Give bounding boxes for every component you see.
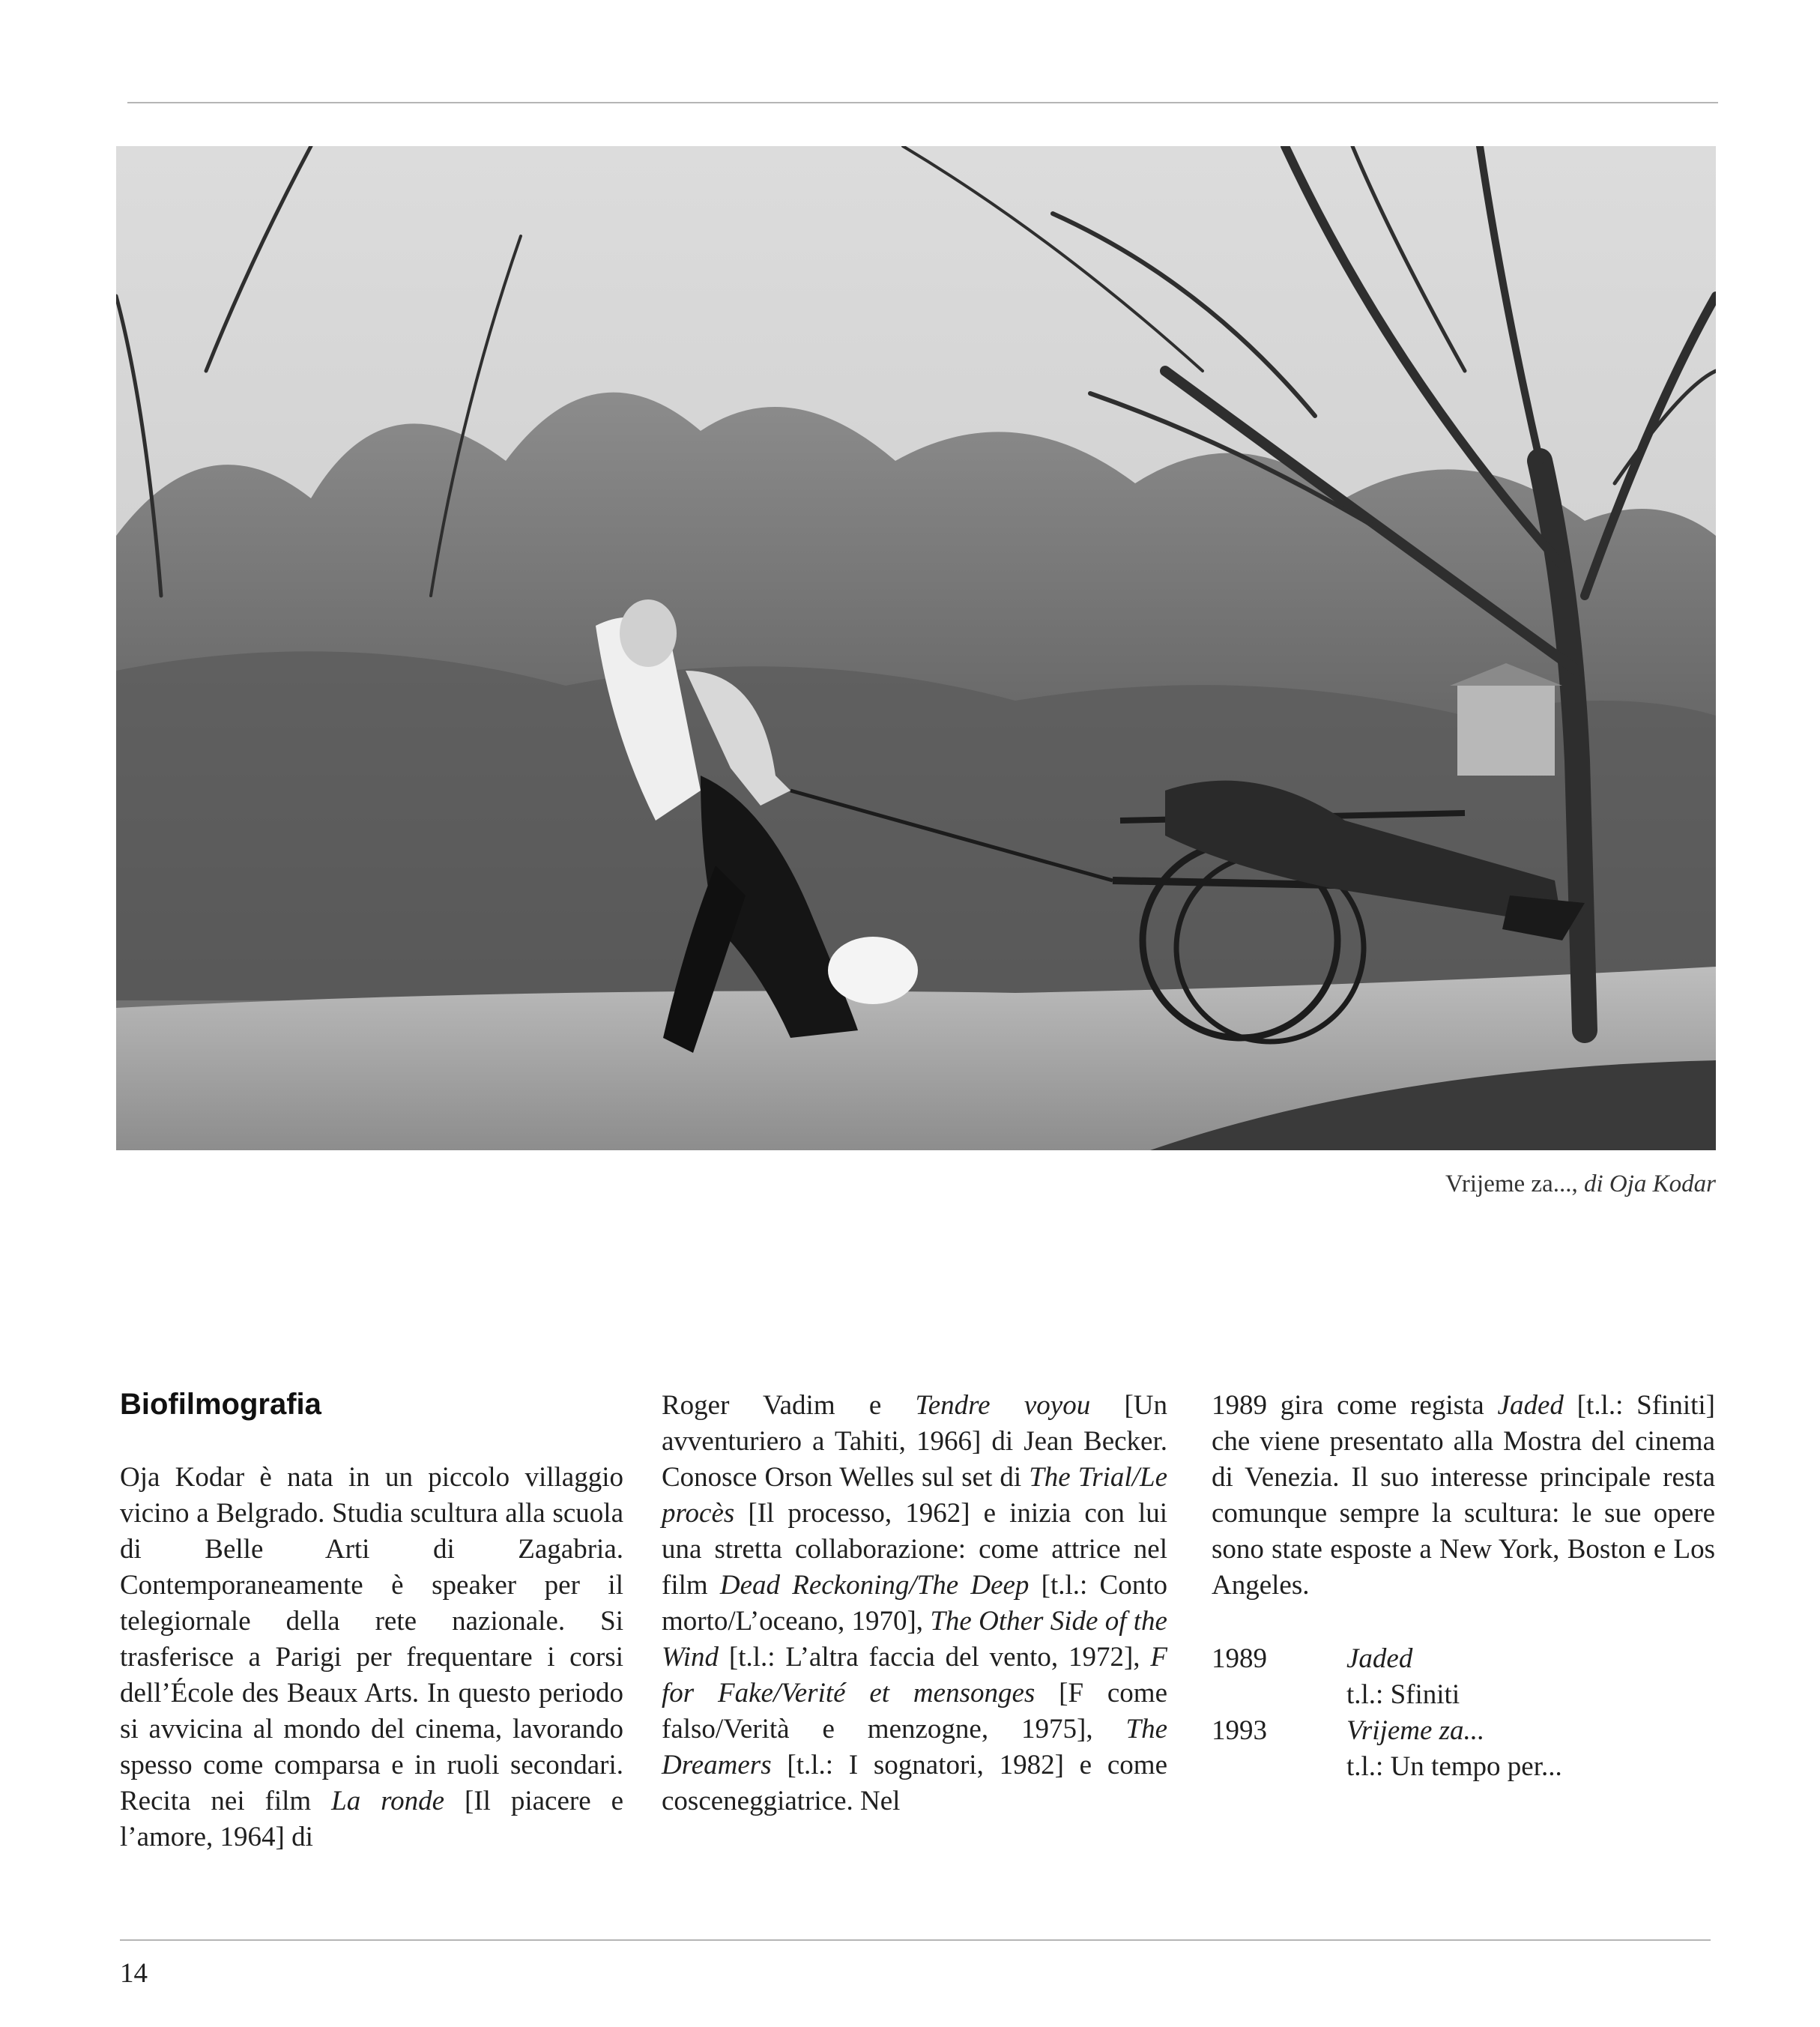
film-still-photo	[116, 146, 1716, 1150]
page-number: 14	[120, 1958, 148, 1989]
bottom-rule	[120, 1939, 1711, 1941]
film-title-f-for-fake: F for Fake/Verité et mensonges	[662, 1642, 1167, 1709]
film-year: 1989	[1212, 1643, 1267, 1674]
film-literal-title: t.l.: Un tempo per...	[1346, 1751, 1562, 1782]
bio-text: [Un avventuriero a Tahiti, 1966] di Jean Becker. Conosce Orson Welles sul set di	[662, 1390, 1167, 1493]
bio-text: [Il piacere e l’amore, 1964] di	[120, 1786, 623, 1852]
film-title-the-trial: The Trial/Le procès	[662, 1462, 1167, 1529]
filmography-entry	[1212, 1641, 1715, 1713]
film-title-tendre-voyou: Tendre voyou	[915, 1390, 1091, 1421]
film-title-dead-reckoning: Dead Reckoning/The Deep	[719, 1570, 1030, 1601]
biography-column-3	[1212, 1388, 1715, 1604]
film-title-other-side: The Other Side of the Wind	[662, 1606, 1167, 1673]
biography-column-1	[120, 1460, 623, 1855]
bio-text: 1989 gira come regista	[1212, 1390, 1498, 1421]
bio-text: [t.l.: Conto morto/L’oceano, 1970],	[662, 1570, 1167, 1637]
filmography-entry	[1212, 1713, 1715, 1785]
caption-credit: di Oja Kodar	[1583, 1170, 1716, 1197]
photo-caption	[1445, 1170, 1716, 1198]
film-title: Jaded	[1346, 1643, 1413, 1674]
caption-film-title: Vrijeme za...,	[1445, 1170, 1578, 1197]
film-year: 1993	[1212, 1715, 1267, 1746]
biography-column-2	[662, 1388, 1167, 1819]
filmography-list	[1212, 1641, 1715, 1785]
bio-text: Oja Kodar è nata in un piccolo villaggio vicino a Belgrado. Studia scultura alla scuola di Belle Arti di Zagabria. Contemporaneamente è speaker per il telegiornale della rete nazionale. Si trasferisce a Parigi per frequentare i corsi dell’École des Beaux Arts. In questo periodo si avvicina al mondo del cinema, lavorando spesso come comparsa e in ruoli secondari. Recita nei film	[120, 1462, 623, 1816]
black-and-white-film-still-icon	[116, 146, 1716, 1150]
film-title-la-ronde: La ronde	[331, 1786, 445, 1816]
bio-text: [t.l.: Sfiniti] che viene presentato alla Mostra del cinema di Venezia. Il suo interesse principale resta comunque sempre la scultura: le sue opere sono state esposte a New York, Boston e Los Angeles.	[1212, 1390, 1715, 1601]
section-heading: Biofilmografia	[120, 1388, 321, 1421]
film-title-the-dreamers: The Dreamers	[662, 1714, 1167, 1780]
bio-text: [t.l.: I sognatori, 1982] e come cosceneggiatrice. Nel	[662, 1750, 1167, 1816]
bio-text: [F come falso/Verità e menzogne, 1975],	[662, 1678, 1167, 1744]
film-title: Vrijeme za...	[1346, 1715, 1485, 1746]
top-rule	[127, 102, 1718, 103]
film-title-jaded: Jaded	[1497, 1390, 1564, 1421]
bio-text: [Il processo, 1962] e inizia con lui una stretta collaborazione: come attrice nel film	[662, 1498, 1167, 1601]
bio-text: Roger Vadim e	[662, 1390, 916, 1421]
bio-text: [t.l.: L’altra faccia del vento, 1972],	[719, 1642, 1151, 1673]
film-literal-title: t.l.: Sfiniti	[1346, 1679, 1460, 1710]
